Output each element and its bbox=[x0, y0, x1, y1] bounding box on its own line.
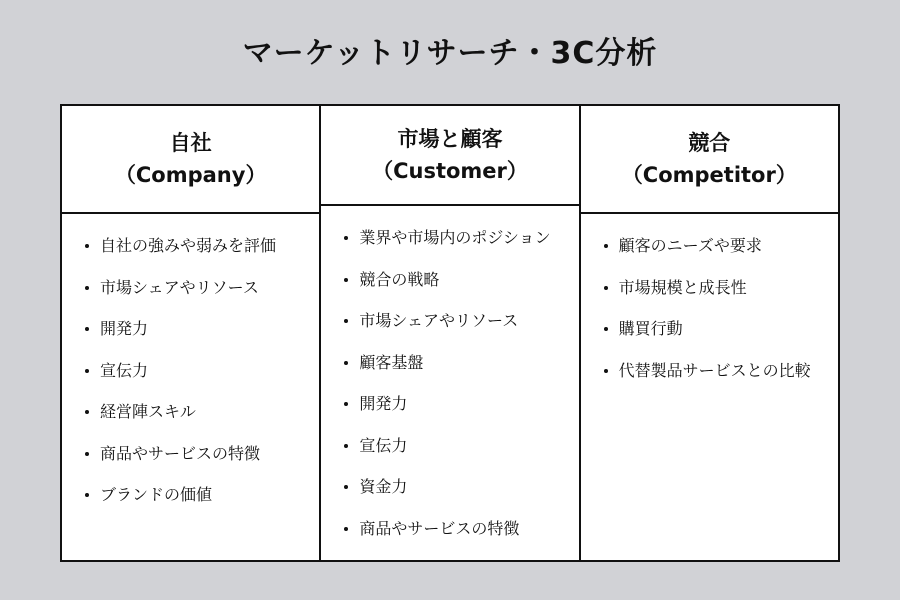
list-item: ブランドの価値 bbox=[84, 485, 319, 505]
list-item: 宣伝力 bbox=[343, 436, 578, 456]
list-item: 開発力 bbox=[343, 394, 578, 414]
list-item: 代替製品サービスとの比較 bbox=[603, 361, 838, 381]
page-title: マーケットリサーチ・3C分析 bbox=[242, 36, 658, 71]
column-subtitle: （Company） bbox=[114, 163, 267, 187]
list-item: 顧客のニーズや要求 bbox=[603, 236, 838, 256]
column-title: 市場と顧客 bbox=[397, 127, 503, 151]
list-item: 市場シェアやリソース bbox=[84, 278, 319, 298]
list-item: 資金力 bbox=[343, 477, 578, 497]
list-item: 商品やサービスの特徴 bbox=[84, 444, 319, 464]
list-item: 市場シェアやリソース bbox=[343, 311, 578, 331]
column-subtitle: （Customer） bbox=[372, 159, 528, 183]
column-title: 自社 bbox=[169, 131, 212, 155]
list-item: 経営陣スキル bbox=[84, 402, 319, 422]
list-item: 業界や市場内のポジション bbox=[343, 228, 578, 248]
list-item: 顧客基盤 bbox=[343, 353, 578, 373]
column-list bbox=[62, 214, 319, 527]
list-item: 競合の戦略 bbox=[343, 270, 578, 290]
column-header bbox=[321, 106, 578, 206]
column-competitor bbox=[581, 106, 838, 560]
column-customer bbox=[321, 106, 580, 560]
list-item: 宣伝力 bbox=[84, 361, 319, 381]
column-subtitle: （Competitor） bbox=[621, 163, 797, 187]
list-item: 商品やサービスの特徴 bbox=[343, 519, 578, 539]
list-item: 市場規模と成長性 bbox=[603, 278, 838, 298]
column-header bbox=[581, 106, 838, 214]
list-item: 開発力 bbox=[84, 319, 319, 339]
column-list bbox=[581, 214, 838, 402]
column-header bbox=[62, 106, 319, 214]
column-company bbox=[62, 106, 321, 560]
list-item: 購買行動 bbox=[603, 319, 838, 339]
column-title: 競合 bbox=[688, 131, 731, 155]
column-list bbox=[321, 206, 578, 560]
list-item: 自社の強みや弱みを評価 bbox=[84, 236, 319, 256]
three-c-table bbox=[60, 104, 840, 562]
